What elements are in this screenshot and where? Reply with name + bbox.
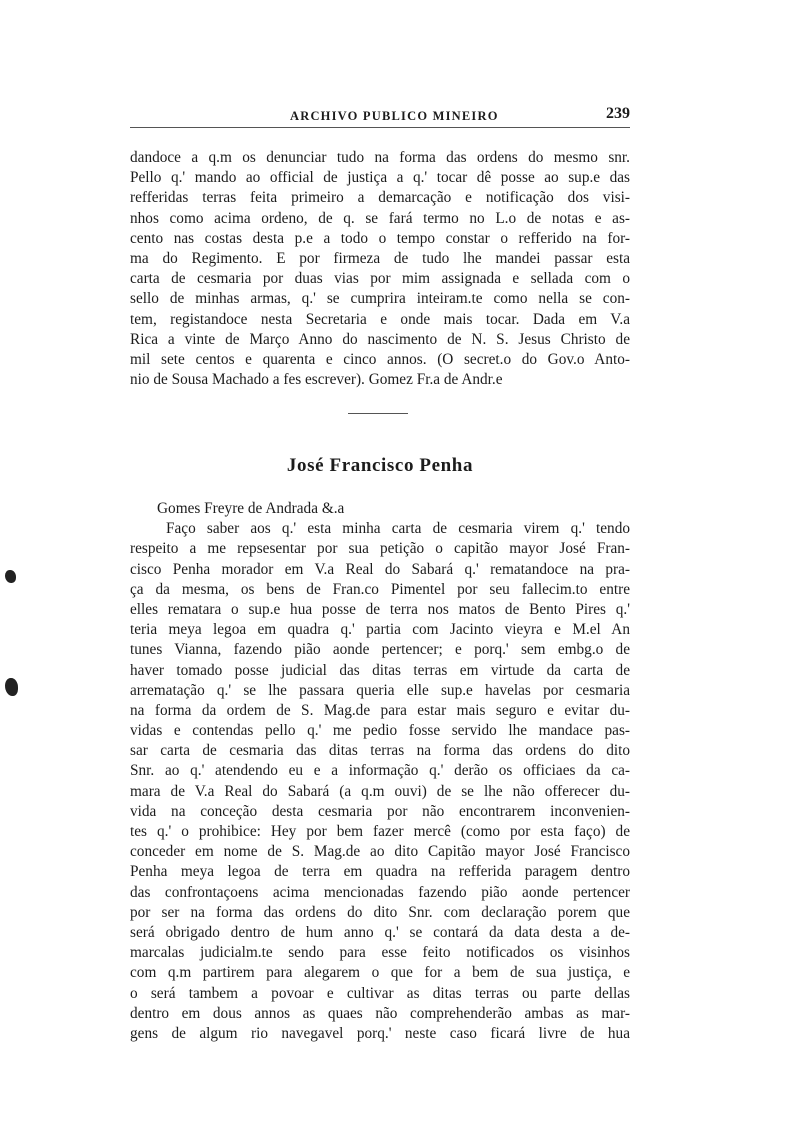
text-line: com q.m partirem para alegarem o que for a bem de sua justiça, e [130,964,630,982]
text-line: Pello q.' mando ao official de justiça a q.' tocar dê posse ao sup.e das [130,169,630,187]
text-line: arrematação q.' se lhe passara queria elle sup.e havelas por cesmaria [130,681,630,699]
text-line: haver tomado posse judicial das ditas terras em virtude da carta de [130,661,630,679]
text-line: mil sete centos e quarenta e cinco annos. (O secret.o do Gov.o Anto- [130,350,630,368]
text-line: nio de Sousa Machado a fes escrever). Gomez Fr.a de Andr.e [130,371,503,389]
text-line: Rica a vinte de Março Anno do nascimento de N. S. Jesus Christo de [130,330,630,348]
text-line: será obrigado dentro de hum anno q.' se contará da data desta a de- [130,923,630,941]
text-line: respeito a me repsesentar por sua petição o capitão mayor José Fran- [130,540,630,558]
text-line: gens de algum rio navegavel porq.' neste caso ficará livre de hua [130,1024,630,1042]
section-heading: José Francisco Penha [286,455,474,476]
text-line: cisco Penha morador em V.a Real do Sabará q.' rematandoce na pra- [130,560,630,578]
text-line: ça da mesma, os bens de Fran.co Pimentel por seu fallecim.to entre [130,580,630,598]
text-line: vidas e contendas pello q.' me pedio fosse servido lhe mandace pas- [130,722,630,740]
text-line: elles rematara o sup.e hua posse de terra nos matos de Bento Pires q.' [130,600,630,618]
text-line: vida na conceção desta cesmaria por não encontrarem inconvenien- [130,802,630,820]
text-line: na forma da ordem de S. Mag.de para estar mais seguro e evitar du- [130,701,630,719]
text-line: teria meya legoa em quadra q.' partia com Jacinto vieyra e M.el An [130,621,630,639]
running-header [130,103,630,128]
text-line: Snr. ao q.' atendendo eu e a informação q.' derão os officiaes da ca- [130,762,630,780]
section-divider [348,413,408,414]
text-line: Penha meya legoa de terra em quadra na refferida paragem dentro [130,863,630,881]
text-line: marcalas judicialm.te sendo para esse feito notificados os visinhos [130,944,630,962]
text-line: nhos como acima ordeno, de q. se fará termo no L.o de notas e as- [130,209,630,227]
text-line: por ser na forma das ordens do dito Snr. com declaração porem que [130,903,630,921]
text-line: refferidas terras feita primeiro a demarcação e notificação dos visi- [130,189,630,207]
running-header-title: ARCHIVO PUBLICO MINEIRO [290,109,499,123]
text-line: o será tambem a povoar e cultivar as ditas terras ou parte dellas [130,984,630,1002]
margin-ink-mark [5,678,18,696]
text-line: dandoce a q.m os denunciar tudo na forma das ordens do mesmo snr. [130,149,630,166]
text-line: tunes Vianna, fazendo pião aonde pertencer; e porq.' sem embg.o de [130,641,630,659]
text-line: mara de V.a Real do Sabará (a q.m ouvi) de se lhe não offerecer du- [130,782,630,800]
text-line: das confrontaçoens acima mencionadas fazendo pião aonde pertencer [130,883,630,901]
text-line: sar carta de cesmaria das ditas terras na forma das ordens do dito [130,742,630,760]
text-line: carta de cesmaria por duas vias por mim assignada e sellada com o [130,270,630,288]
text-line: tes q.' o prohibice: Hey por bem fazer mercê (como por esta faço) de [130,823,630,840]
text-line: tem, registandoce nesta Secretaria e onde mais tocar. Dada em V.a [130,310,630,328]
top-paragraph [130,148,630,390]
text-line: ma do Regimento. E por firmeza de tudo lhe mandei passar esta [130,249,630,267]
text-line: dentro em dous annos as quaes não comprehenderão ambas as mar- [130,1004,630,1022]
text-line: Faço saber aos q.' esta minha carta de cesmaria virem q.' tendo [166,520,630,538]
margin-ink-mark [5,570,16,583]
section-body [130,499,630,1044]
text-line: sello de minhas armas, q.' se cumprira inteiram.te como nella se con- [130,290,630,308]
text-line: conceder em nome de S. Mag.de ao dito Capitão mayor José Francisco [130,843,630,861]
text-line: Gomes Freyre de Andrada &.a [157,500,345,517]
page-number: 239 [606,105,630,122]
text-line: cento nas costas desta p.e a todo o tempo constar o refferido na for- [130,229,630,247]
